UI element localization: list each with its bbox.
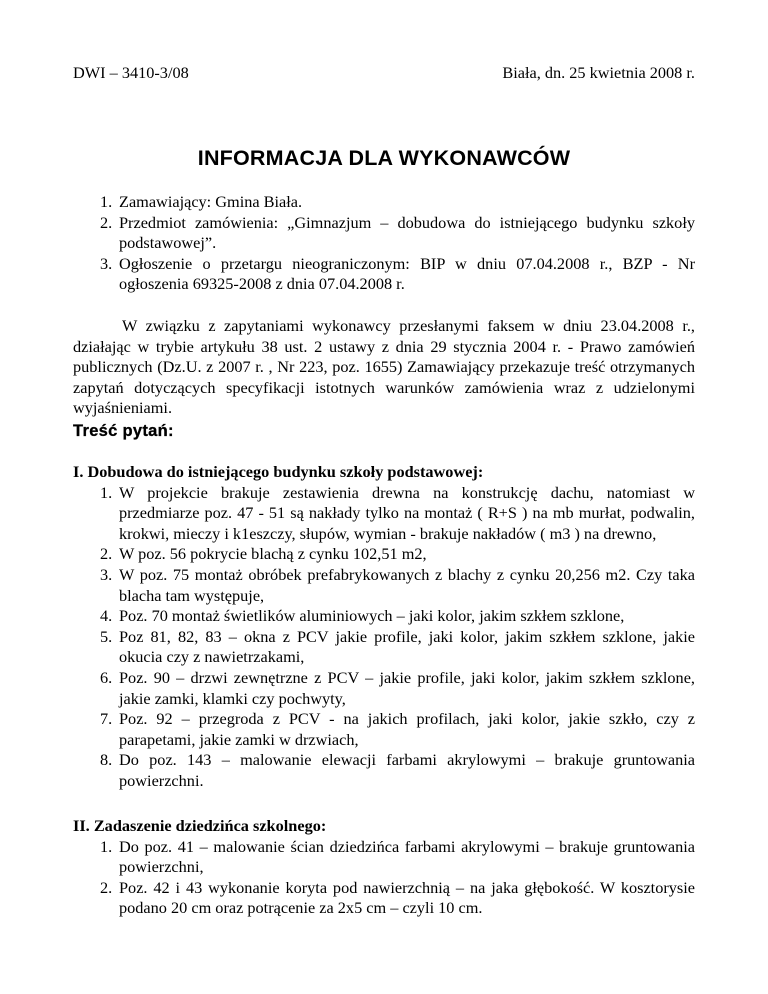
list-item-text: W projekcie brakuje zestawienia drewna na konstrukcję dachu, natomiast w przedmiarze poz. 47 - 51 są nakłady tylko na montaż ( R+S ) na mb murłat, podwalin, krokwi, mieczy i k1eszczy, słupów, wymian - brakuje nakładów ( m3 ) na drewno,: [119, 482, 695, 543]
list-item: [73, 837, 695, 878]
list-item-number: 1.: [100, 482, 113, 502]
list-item-text: Do poz. 143 – malowanie elewacji farbami akrylowymi – brakuje gruntowania powierzchni.: [119, 750, 695, 790]
list-item-number: 2.: [100, 544, 113, 564]
intro-list-block: [73, 192, 695, 295]
document-reference: DWI – 3410-3/08: [73, 63, 189, 82]
list-item-number: 7.: [100, 709, 113, 729]
place-and-date: Biała, dn. 25 kwietnia 2008 r.: [502, 63, 695, 82]
list-item: [73, 192, 695, 213]
list-item: [73, 213, 695, 254]
section-1-heading: I. Dobudowa do istniejącego budynku szkoły podstawowej:: [73, 462, 484, 481]
list-item: [73, 606, 695, 627]
list-item: [73, 627, 695, 668]
section-2-heading: II. Zadaszenie dziedzińca szkolnego:: [73, 816, 327, 835]
section-2-list: [73, 837, 695, 919]
list-item: [73, 254, 695, 295]
list-item-text: Do poz. 41 – malowanie ścian dziedzińca farbami akrylowymi – brakuje gruntowania powierzchni,: [119, 836, 695, 877]
list-item-number: 1.: [100, 192, 113, 211]
section-1: [73, 462, 695, 792]
list-item: [73, 750, 695, 791]
list-item-number: 6.: [100, 667, 113, 687]
list-item-text: Ogłoszenie o przetargu nieograniczonym: BIP w dniu 07.04.2008 r., BZP - Nr ogłoszenia 69325-2008 z dnia 07.04.2008 r.: [119, 253, 695, 294]
list-item: [73, 565, 695, 606]
list-item: [73, 878, 695, 919]
list-item-text: W poz. 56 pokrycie blachą z cynku 102,51 m2,: [119, 544, 427, 564]
body-paragraph: W związku z zapytaniami wykonawcy przesłanymi faksem w dniu 23.04.2008 r., działając w trybie artykułu 38 ust. 2 ustawy z dnia 29 stycznia 2004 r. - Prawo zamówień publicznych (Dz.U. z 2007 r. , Nr 223, poz. 1655) Zamawiający przekazuje treść otrzymanych zapytań dotyczących specyfikacji istotnych warunków zamówienia wraz z udzielonymi wyjaśnieniami.: [73, 316, 695, 418]
list-item-text: Przedmiot zamówienia: „Gimnazjum – dobudowa do istniejącego budynku szkoły podstawowej”.: [119, 212, 695, 253]
list-item: [73, 709, 695, 750]
list-item-text: Poz. 92 – przegroda z PCV - na jakich profilach, jaki kolor, jakie szkło, czy z parapetami, jakie zamki w drzwiach,: [119, 709, 695, 749]
intro-list: [73, 192, 695, 295]
section-2: [73, 816, 695, 919]
list-item-text: Poz. 90 – drzwi zewnętrzne z PCV – jakie profile, jaki kolor, jakim szkłem szklone, jakie zamki, klamki czy pochwyty,: [119, 667, 695, 708]
list-item-text: Poz. 42 i 43 wykonanie koryta pod nawierzchnią – na jaka głębokość. W kosztorysie podano 20 cm oraz potrącenie za 2x5 cm – czyli 10 cm.: [119, 877, 695, 918]
list-item-text: Poz 81, 82, 83 – okna z PCV jakie profile, jaki kolor, jakim szkłem szklone, jakie okucia czy z nawietrzakami,: [119, 626, 695, 667]
list-item-number: 3.: [100, 564, 113, 584]
list-item: [73, 668, 695, 709]
list-item: [73, 544, 695, 565]
list-item-number: 5.: [100, 626, 113, 646]
list-item-text: Zamawiający: Gmina Biała.: [119, 192, 303, 211]
list-item-text: Poz. 70 montaż świetlików aluminiowych – jaki kolor, jakim szkłem szklone,: [119, 606, 625, 626]
list-item-number: 2.: [100, 212, 113, 232]
questions-heading: Treść pytań:: [73, 422, 174, 440]
list-item-number: 8.: [100, 750, 113, 770]
list-item-number: 2.: [100, 877, 113, 897]
list-item-number: 4.: [100, 606, 113, 626]
list-item: [73, 483, 695, 545]
list-item-number: 1.: [100, 836, 113, 856]
list-item-number: 3.: [100, 253, 113, 273]
page-title: INFORMACJA DLA WYKONAWCÓW: [197, 146, 571, 170]
list-item-text: W poz. 75 montaż obróbek prefabrykowanych z blachy z cynku 20,256 m2. Czy taka blacha tam występuje,: [119, 564, 695, 605]
section-1-list: [73, 483, 695, 792]
